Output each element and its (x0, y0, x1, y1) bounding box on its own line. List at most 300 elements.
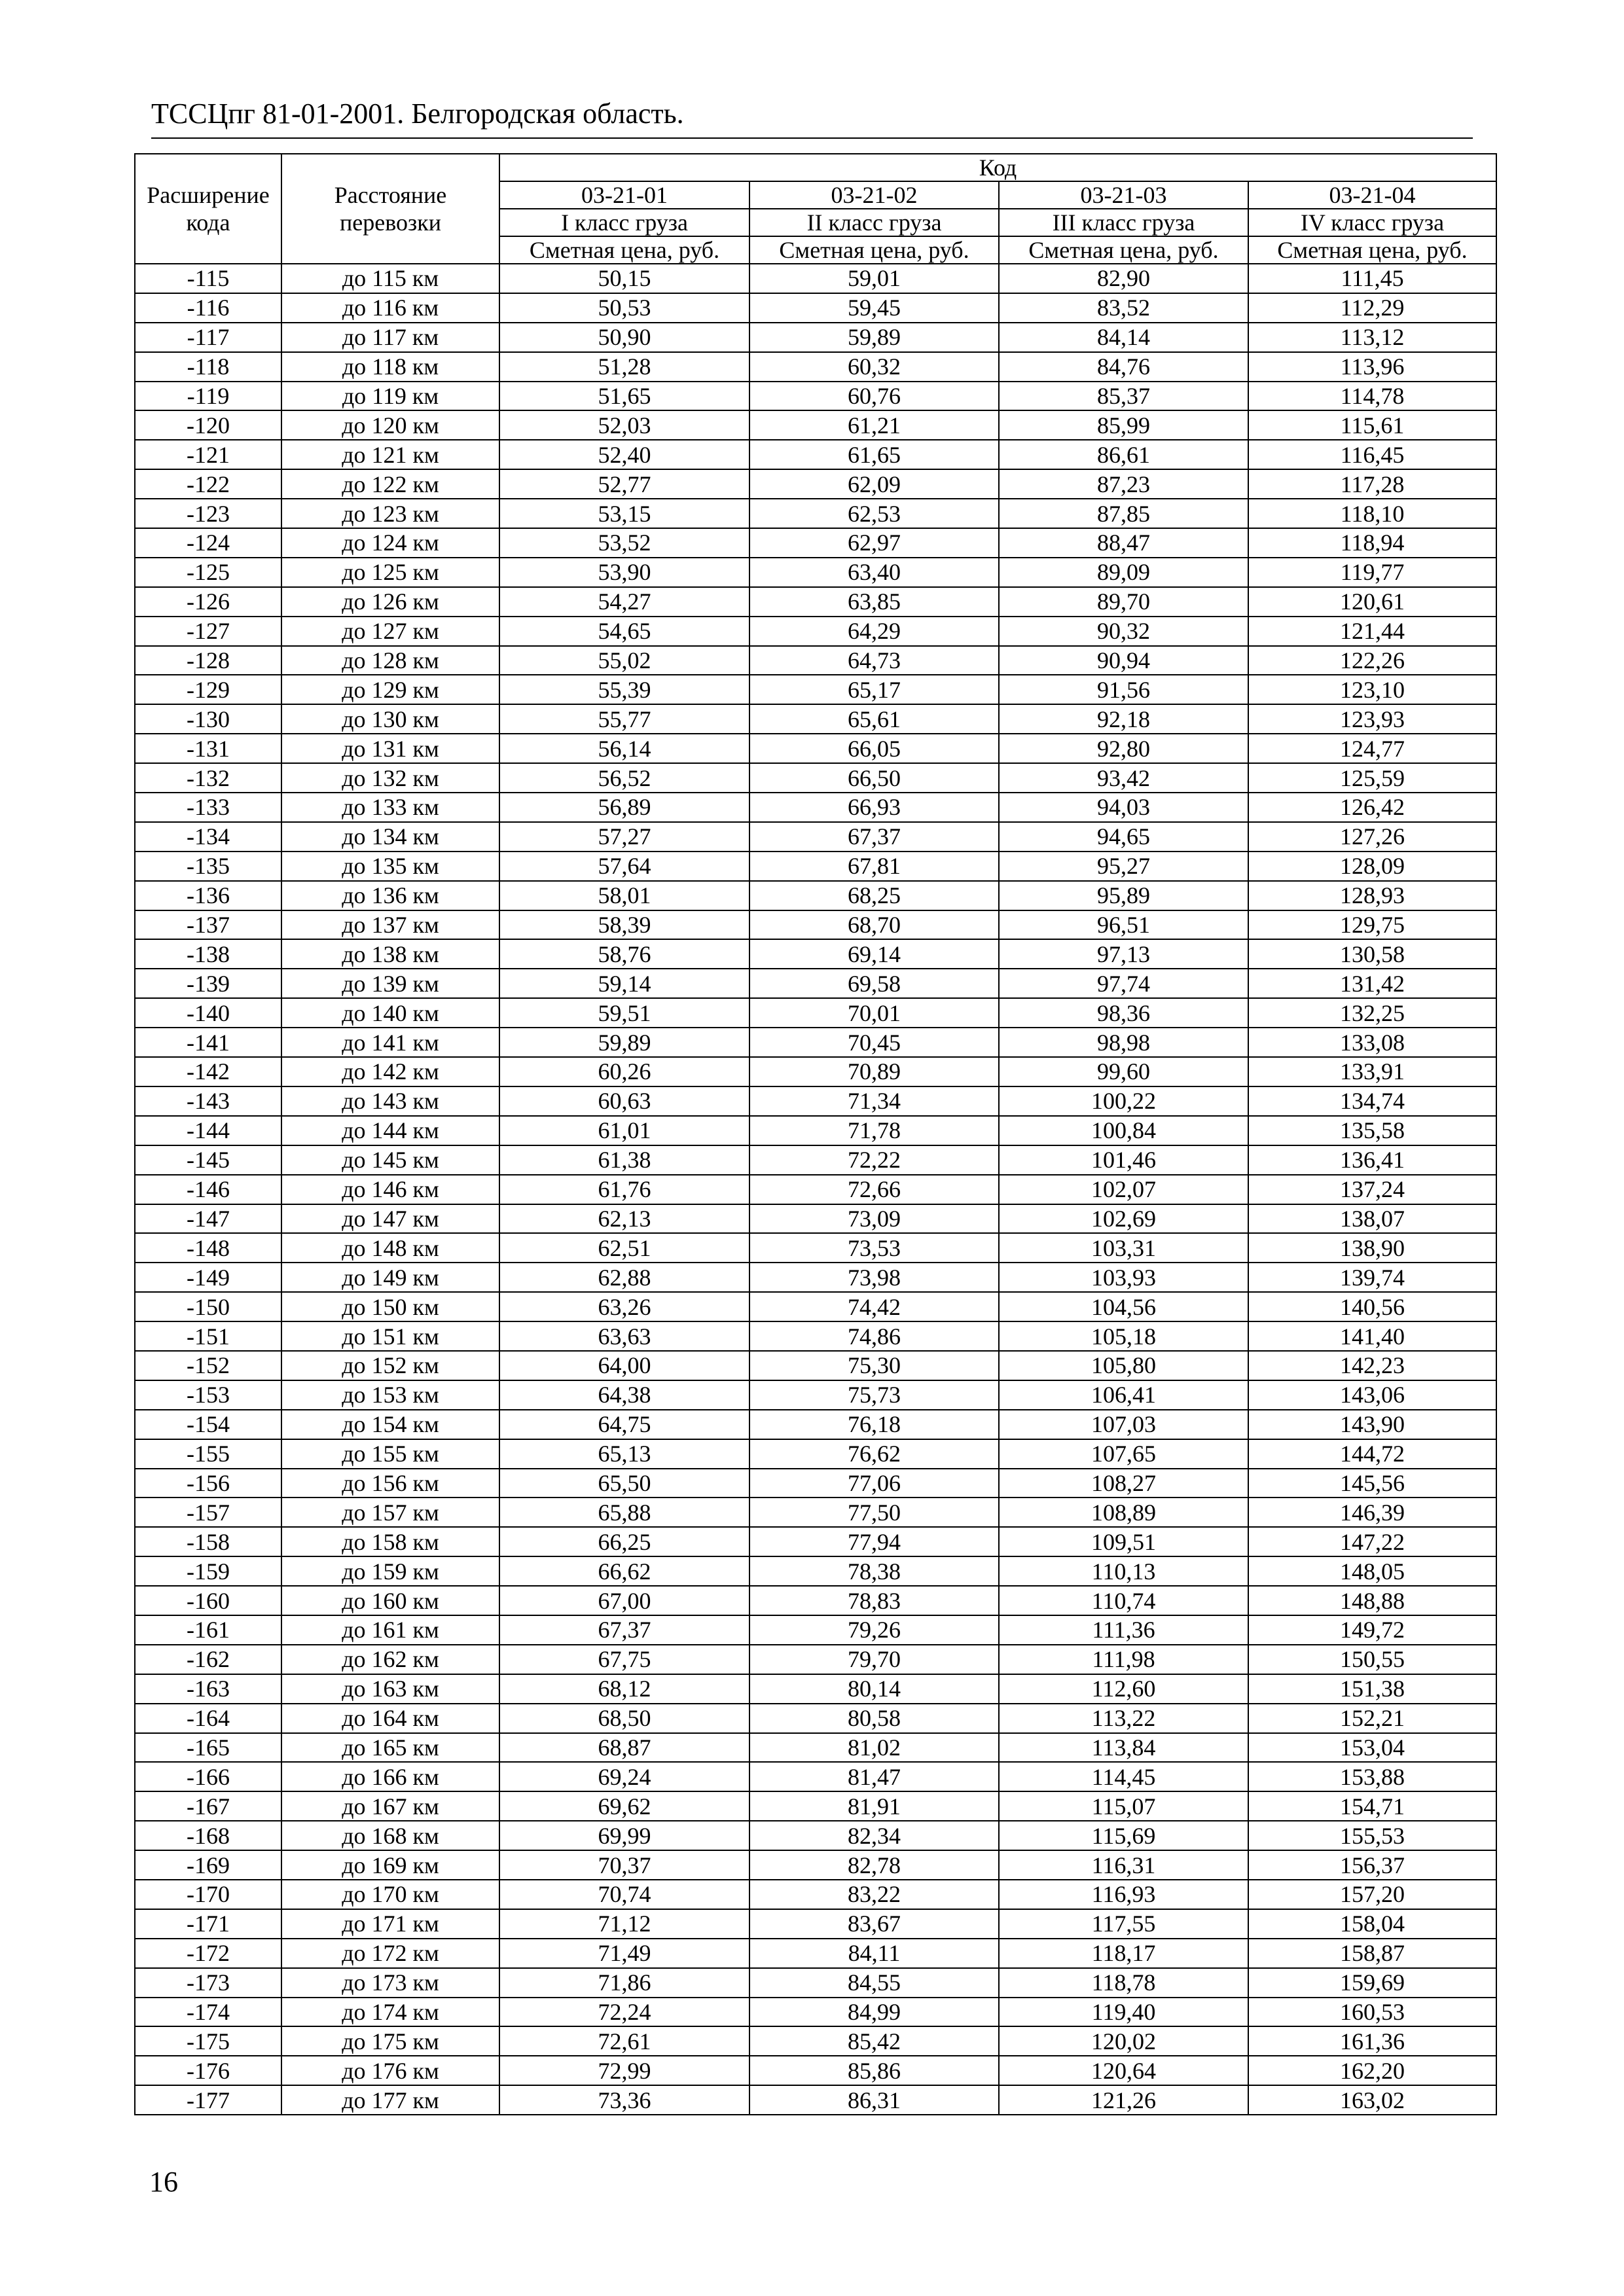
price-cell-class-4: 156,37 (1248, 1850, 1496, 1880)
distance-cell: до 123 км (281, 499, 499, 528)
price-cell-class-4: 123,93 (1248, 704, 1496, 734)
price-cell-class-2: 86,31 (749, 2085, 999, 2115)
table-row (135, 1909, 1496, 1939)
price-cell-class-1: 54,65 (499, 617, 749, 646)
price-cell-class-4: 145,56 (1248, 1469, 1496, 1498)
code-extension-cell: -162 (135, 1645, 281, 1674)
table-row (135, 499, 1496, 528)
distance-cell: до 149 км (281, 1263, 499, 1292)
price-cell-class-4: 151,38 (1248, 1674, 1496, 1704)
code-extension-cell: -157 (135, 1498, 281, 1527)
distance-cell: до 144 км (281, 1116, 499, 1145)
table-row (135, 1057, 1496, 1086)
price-cell-class-3: 109,51 (999, 1527, 1248, 1556)
code-extension-cell: -148 (135, 1233, 281, 1263)
code-extension-cell: -139 (135, 969, 281, 998)
price-cell-class-1: 71,12 (499, 1909, 749, 1939)
price-cell-class-4: 153,88 (1248, 1762, 1496, 1791)
distance-cell: до 169 км (281, 1850, 499, 1880)
price-cell-class-2: 63,40 (749, 558, 999, 587)
price-cell-class-1: 53,52 (499, 528, 749, 558)
price-cell-class-4: 132,25 (1248, 998, 1496, 1028)
price-cell-class-2: 76,18 (749, 1410, 999, 1439)
price-cell-class-1: 53,15 (499, 499, 749, 528)
price-cell-class-3: 100,84 (999, 1116, 1248, 1145)
price-cell-class-1: 51,65 (499, 382, 749, 411)
table-row (135, 440, 1496, 469)
price-cell-class-4: 148,05 (1248, 1556, 1496, 1586)
distance-cell: до 115 км (281, 264, 499, 293)
price-cell-class-3: 91,56 (999, 675, 1248, 704)
distance-cell: до 153 км (281, 1380, 499, 1410)
table-row (135, 1175, 1496, 1204)
code-extension-cell: -167 (135, 1791, 281, 1821)
price-cell-class-1: 55,02 (499, 646, 749, 675)
table-row (135, 1762, 1496, 1791)
price-cell-class-3: 98,98 (999, 1028, 1248, 1057)
price-cell-class-3: 97,13 (999, 939, 1248, 969)
price-cell-class-4: 149,72 (1248, 1615, 1496, 1645)
price-cell-class-3: 103,31 (999, 1233, 1248, 1263)
distance-cell: до 119 км (281, 382, 499, 411)
price-cell-class-1: 64,38 (499, 1380, 749, 1410)
price-cell-class-1: 59,89 (499, 1028, 749, 1057)
distance-cell: до 131 км (281, 734, 499, 763)
price-cell-class-3: 93,42 (999, 763, 1248, 793)
distance-cell: до 161 км (281, 1615, 499, 1645)
price-cell-class-3: 84,14 (999, 323, 1248, 352)
table-row (135, 1733, 1496, 1763)
code-extension-cell: -123 (135, 499, 281, 528)
price-cell-class-1: 66,62 (499, 1556, 749, 1586)
distance-cell: до 148 км (281, 1233, 499, 1263)
price-cell-class-1: 56,52 (499, 763, 749, 793)
price-cell-class-1: 61,01 (499, 1116, 749, 1145)
price-cell-class-4: 147,22 (1248, 1527, 1496, 1556)
price-cell-class-2: 61,65 (749, 440, 999, 469)
distance-cell: до 132 км (281, 763, 499, 793)
price-cell-class-3: 85,99 (999, 410, 1248, 440)
distance-cell: до 162 км (281, 1645, 499, 1674)
price-cell-class-3: 116,31 (999, 1850, 1248, 1880)
price-cell-class-4: 133,91 (1248, 1057, 1496, 1086)
code-extension-cell: -142 (135, 1057, 281, 1086)
distance-cell: до 174 км (281, 1998, 499, 2027)
price-cell-class-3: 111,98 (999, 1645, 1248, 1674)
price-cell-class-2: 59,01 (749, 264, 999, 293)
price-cell-class-3: 112,60 (999, 1674, 1248, 1704)
price-cell-class-3: 99,60 (999, 1057, 1248, 1086)
code-extension-cell: -133 (135, 793, 281, 822)
table-row (135, 881, 1496, 910)
price-cell-class-3: 102,69 (999, 1204, 1248, 1234)
page-header (151, 97, 1473, 139)
distance-cell: до 135 км (281, 852, 499, 881)
code-extension-cell: -171 (135, 1909, 281, 1939)
price-cell-class-1: 52,77 (499, 469, 749, 499)
price-cell-class-3: 119,40 (999, 1998, 1248, 2027)
price-cell-class-2: 77,50 (749, 1498, 999, 1527)
table-row (135, 910, 1496, 940)
price-cell-class-1: 64,75 (499, 1410, 749, 1439)
price-cell-class-3: 116,93 (999, 1880, 1248, 1909)
price-cell-class-4: 118,94 (1248, 528, 1496, 558)
price-cell-class-3: 117,55 (999, 1909, 1248, 1939)
price-cell-class-3: 105,80 (999, 1351, 1248, 1380)
table-row (135, 675, 1496, 704)
price-cell-class-3: 95,27 (999, 852, 1248, 881)
price-cell-class-1: 66,25 (499, 1527, 749, 1556)
price-cell-class-3: 85,37 (999, 382, 1248, 411)
price-cell-class-2: 70,89 (749, 1057, 999, 1086)
price-cell-class-3: 92,80 (999, 734, 1248, 763)
price-cell-class-2: 75,30 (749, 1351, 999, 1380)
table-row (135, 587, 1496, 617)
code-header: 03-21-03 (999, 181, 1248, 209)
document-title: ТССЦпг 81-01-2001. Белгородская область. (151, 98, 684, 130)
price-cell-class-3: 94,03 (999, 793, 1248, 822)
price-cell-class-2: 61,21 (749, 410, 999, 440)
table-row (135, 852, 1496, 881)
price-cell-class-3: 100,22 (999, 1086, 1248, 1116)
price-cell-class-2: 63,85 (749, 587, 999, 617)
price-cell-class-1: 68,12 (499, 1674, 749, 1704)
price-cell-class-2: 59,89 (749, 323, 999, 352)
code-extension-cell: -168 (135, 1821, 281, 1850)
price-cell-class-2: 72,66 (749, 1175, 999, 1204)
table-row (135, 617, 1496, 646)
price-cell-class-1: 62,51 (499, 1233, 749, 1263)
distance-cell: до 134 км (281, 822, 499, 852)
price-cell-class-1: 72,24 (499, 1998, 749, 2027)
price-cell-class-1: 71,49 (499, 1939, 749, 1968)
price-cell-class-1: 65,50 (499, 1469, 749, 1498)
code-extension-cell: -122 (135, 469, 281, 499)
table-row (135, 1821, 1496, 1850)
price-cell-class-2: 62,97 (749, 528, 999, 558)
price-cell-class-1: 63,63 (499, 1321, 749, 1351)
price-cell-class-3: 88,47 (999, 528, 1248, 558)
price-cell-class-4: 158,04 (1248, 1909, 1496, 1939)
price-cell-class-3: 98,36 (999, 998, 1248, 1028)
price-cell-class-1: 55,77 (499, 704, 749, 734)
price-cell-class-3: 120,64 (999, 2056, 1248, 2085)
table-row (135, 1028, 1496, 1057)
code-extension-cell: -138 (135, 939, 281, 969)
price-cell-class-4: 140,56 (1248, 1292, 1496, 1321)
table-body (135, 264, 1496, 2115)
code-extension-cell: -119 (135, 382, 281, 411)
table-row (135, 1645, 1496, 1674)
price-cell-class-4: 131,42 (1248, 969, 1496, 998)
code-extension-cell: -121 (135, 440, 281, 469)
distance-cell: до 163 км (281, 1674, 499, 1704)
code-extension-cell: -115 (135, 264, 281, 293)
price-cell-class-2: 74,42 (749, 1292, 999, 1321)
code-extension-cell: -134 (135, 822, 281, 852)
code-extension-cell: -124 (135, 528, 281, 558)
code-extension-cell: -136 (135, 881, 281, 910)
price-cell-class-1: 71,86 (499, 1968, 749, 1998)
table-row (135, 1439, 1496, 1469)
table-row (135, 763, 1496, 793)
code-header: 03-21-01 (499, 181, 749, 209)
code-extension-cell: -153 (135, 1380, 281, 1410)
price-cell-class-2: 69,58 (749, 969, 999, 998)
price-cell-class-2: 80,14 (749, 1674, 999, 1704)
table-row (135, 1556, 1496, 1586)
table-row (135, 528, 1496, 558)
price-cell-class-4: 122,26 (1248, 646, 1496, 675)
price-cell-class-2: 62,53 (749, 499, 999, 528)
table-row (135, 1527, 1496, 1556)
distance-cell: до 116 км (281, 293, 499, 323)
price-cell-class-4: 138,90 (1248, 1233, 1496, 1263)
price-cell-class-4: 159,69 (1248, 1968, 1496, 1998)
price-cell-class-2: 84,11 (749, 1939, 999, 1968)
code-extension-cell: -135 (135, 852, 281, 881)
price-cell-class-2: 62,09 (749, 469, 999, 499)
table-row (135, 1292, 1496, 1321)
distance-cell: до 122 км (281, 469, 499, 499)
price-cell-class-4: 152,21 (1248, 1704, 1496, 1733)
price-cell-class-2: 65,17 (749, 675, 999, 704)
price-cell-class-3: 84,76 (999, 352, 1248, 382)
price-cell-class-1: 65,88 (499, 1498, 749, 1527)
price-cell-class-4: 133,08 (1248, 1028, 1496, 1057)
price-cell-class-3: 106,41 (999, 1380, 1248, 1410)
distance-cell: до 140 км (281, 998, 499, 1028)
code-extension-cell: -161 (135, 1615, 281, 1645)
price-cell-class-3: 113,22 (999, 1704, 1248, 1733)
price-cell-class-1: 65,13 (499, 1439, 749, 1469)
distance-cell: до 147 км (281, 1204, 499, 1234)
price-cell-class-4: 134,74 (1248, 1086, 1496, 1116)
price-cell-class-2: 73,53 (749, 1233, 999, 1263)
table-row (135, 1880, 1496, 1909)
price-cell-class-3: 108,89 (999, 1498, 1248, 1527)
price-table-container (134, 153, 1496, 2115)
price-cell-class-2: 66,93 (749, 793, 999, 822)
class-header: II класс груза (749, 209, 999, 236)
price-cell-class-4: 160,53 (1248, 1998, 1496, 2027)
distance-cell: до 126 км (281, 587, 499, 617)
price-cell-class-3: 114,45 (999, 1762, 1248, 1791)
table-row (135, 998, 1496, 1028)
price-cell-class-3: 104,56 (999, 1292, 1248, 1321)
price-cell-class-2: 84,99 (749, 1998, 999, 2027)
price-cell-class-3: 115,69 (999, 1821, 1248, 1850)
price-cell-class-3: 118,17 (999, 1939, 1248, 1968)
table-row (135, 1615, 1496, 1645)
table-row (135, 382, 1496, 411)
price-cell-class-2: 73,98 (749, 1263, 999, 1292)
code-extension-cell: -127 (135, 617, 281, 646)
price-cell-class-2: 84,55 (749, 1968, 999, 1998)
table-row (135, 2056, 1496, 2085)
table-row (135, 1380, 1496, 1410)
price-cell-class-3: 107,65 (999, 1439, 1248, 1469)
code-extension-cell: -160 (135, 1586, 281, 1615)
price-cell-class-4: 162,20 (1248, 2056, 1496, 2085)
table-row (135, 352, 1496, 382)
price-cell-class-2: 75,73 (749, 1380, 999, 1410)
code-extension-cell: -116 (135, 293, 281, 323)
price-cell-class-1: 67,00 (499, 1586, 749, 1615)
distance-cell: до 167 км (281, 1791, 499, 1821)
table-row (135, 646, 1496, 675)
distance-cell: до 127 км (281, 617, 499, 646)
code-extension-cell: -126 (135, 587, 281, 617)
distance-cell: до 171 км (281, 1909, 499, 1939)
price-cell-class-1: 56,14 (499, 734, 749, 763)
price-table (134, 153, 1497, 2115)
price-cell-class-1: 72,99 (499, 2056, 749, 2085)
price-cell-class-4: 115,61 (1248, 410, 1496, 440)
table-row (135, 1116, 1496, 1145)
table-row (135, 1410, 1496, 1439)
distance-cell: до 176 км (281, 2056, 499, 2085)
price-cell-class-2: 78,83 (749, 1586, 999, 1615)
table-row (135, 2026, 1496, 2056)
code-extension-cell: -137 (135, 910, 281, 940)
price-cell-class-4: 161,36 (1248, 2026, 1496, 2056)
price-cell-class-4: 116,45 (1248, 440, 1496, 469)
price-cell-class-2: 85,42 (749, 2026, 999, 2056)
price-label-header: Сметная цена, руб. (749, 236, 999, 264)
price-label-header: Сметная цена, руб. (499, 236, 749, 264)
price-cell-class-3: 102,07 (999, 1175, 1248, 1204)
code-extension-cell: -125 (135, 558, 281, 587)
table-row (135, 969, 1496, 998)
distance-cell: до 142 км (281, 1057, 499, 1086)
price-label-header: Сметная цена, руб. (1248, 236, 1496, 264)
price-cell-class-4: 163,02 (1248, 2085, 1496, 2115)
distance-cell: до 166 км (281, 1762, 499, 1791)
table-row (135, 1586, 1496, 1615)
price-cell-class-2: 77,06 (749, 1469, 999, 1498)
price-cell-class-1: 55,39 (499, 675, 749, 704)
price-cell-class-1: 53,90 (499, 558, 749, 587)
table-row (135, 293, 1496, 323)
price-cell-class-1: 69,99 (499, 1821, 749, 1850)
distance-cell: до 146 км (281, 1175, 499, 1204)
table-row (135, 1939, 1496, 1968)
price-cell-class-4: 120,61 (1248, 587, 1496, 617)
price-cell-class-2: 83,22 (749, 1880, 999, 1909)
price-cell-class-4: 141,40 (1248, 1321, 1496, 1351)
distance-cell: до 130 км (281, 704, 499, 734)
price-cell-class-2: 82,34 (749, 1821, 999, 1850)
table-row (135, 323, 1496, 352)
price-cell-class-3: 82,90 (999, 264, 1248, 293)
table-row (135, 1704, 1496, 1733)
price-cell-class-1: 70,74 (499, 1880, 749, 1909)
price-cell-class-2: 74,86 (749, 1321, 999, 1351)
table-row (135, 793, 1496, 822)
price-cell-class-3: 110,13 (999, 1556, 1248, 1586)
table-row (135, 1850, 1496, 1880)
price-cell-class-2: 66,05 (749, 734, 999, 763)
table-row (135, 1204, 1496, 1234)
table-row (135, 939, 1496, 969)
price-cell-class-2: 64,29 (749, 617, 999, 646)
code-extension-cell: -169 (135, 1850, 281, 1880)
price-cell-class-1: 61,76 (499, 1175, 749, 1204)
code-extension-cell: -159 (135, 1556, 281, 1586)
price-cell-class-1: 62,88 (499, 1263, 749, 1292)
price-cell-class-1: 57,27 (499, 822, 749, 852)
price-cell-class-4: 148,88 (1248, 1586, 1496, 1615)
price-cell-class-2: 65,61 (749, 704, 999, 734)
price-cell-class-4: 123,10 (1248, 675, 1496, 704)
class-header: I класс груза (499, 209, 749, 236)
price-cell-class-1: 72,61 (499, 2026, 749, 2056)
price-cell-class-1: 58,01 (499, 881, 749, 910)
price-cell-class-4: 153,04 (1248, 1733, 1496, 1763)
price-cell-class-4: 143,06 (1248, 1380, 1496, 1410)
price-cell-class-4: 157,20 (1248, 1880, 1496, 1909)
table-row (135, 2085, 1496, 2115)
distance-cell: до 168 км (281, 1821, 499, 1850)
distance-cell: до 124 км (281, 528, 499, 558)
price-cell-class-2: 71,34 (749, 1086, 999, 1116)
code-extension-cell: -141 (135, 1028, 281, 1057)
price-cell-class-4: 139,74 (1248, 1263, 1496, 1292)
price-cell-class-1: 60,63 (499, 1086, 749, 1116)
code-extension-cell: -156 (135, 1469, 281, 1498)
code-extension-cell: -120 (135, 410, 281, 440)
code-extension-cell: -158 (135, 1527, 281, 1556)
price-cell-class-1: 67,75 (499, 1645, 749, 1674)
price-cell-class-2: 81,91 (749, 1791, 999, 1821)
distance-cell: до 160 км (281, 1586, 499, 1615)
price-cell-class-3: 110,74 (999, 1586, 1248, 1615)
price-cell-class-1: 59,51 (499, 998, 749, 1028)
code-extension-cell: -149 (135, 1263, 281, 1292)
price-cell-class-1: 50,15 (499, 264, 749, 293)
price-cell-class-4: 117,28 (1248, 469, 1496, 499)
price-cell-class-4: 111,45 (1248, 264, 1496, 293)
price-cell-class-1: 58,76 (499, 939, 749, 969)
distance-cell: до 154 км (281, 1410, 499, 1439)
distance-cell: до 155 км (281, 1439, 499, 1469)
code-extension-cell: -154 (135, 1410, 281, 1439)
code-extension-cell: -117 (135, 323, 281, 352)
price-cell-class-2: 70,01 (749, 998, 999, 1028)
distance-cell: до 129 км (281, 675, 499, 704)
distance-cell: до 121 км (281, 440, 499, 469)
price-cell-class-1: 58,39 (499, 910, 749, 940)
price-cell-class-2: 69,14 (749, 939, 999, 969)
price-cell-class-1: 73,36 (499, 2085, 749, 2115)
price-cell-class-3: 90,94 (999, 646, 1248, 675)
distance-cell: до 117 км (281, 323, 499, 352)
code-extension-cell: -152 (135, 1351, 281, 1380)
table-row (135, 1233, 1496, 1263)
table-row (135, 1086, 1496, 1116)
distance-cell: до 141 км (281, 1028, 499, 1057)
price-cell-class-2: 66,50 (749, 763, 999, 793)
code-extension-cell: -143 (135, 1086, 281, 1116)
price-cell-class-4: 126,42 (1248, 793, 1496, 822)
price-cell-class-4: 113,12 (1248, 323, 1496, 352)
price-cell-class-4: 125,59 (1248, 763, 1496, 793)
table-row (135, 1674, 1496, 1704)
price-cell-class-4: 154,71 (1248, 1791, 1496, 1821)
price-cell-class-1: 59,14 (499, 969, 749, 998)
price-cell-class-4: 119,77 (1248, 558, 1496, 587)
